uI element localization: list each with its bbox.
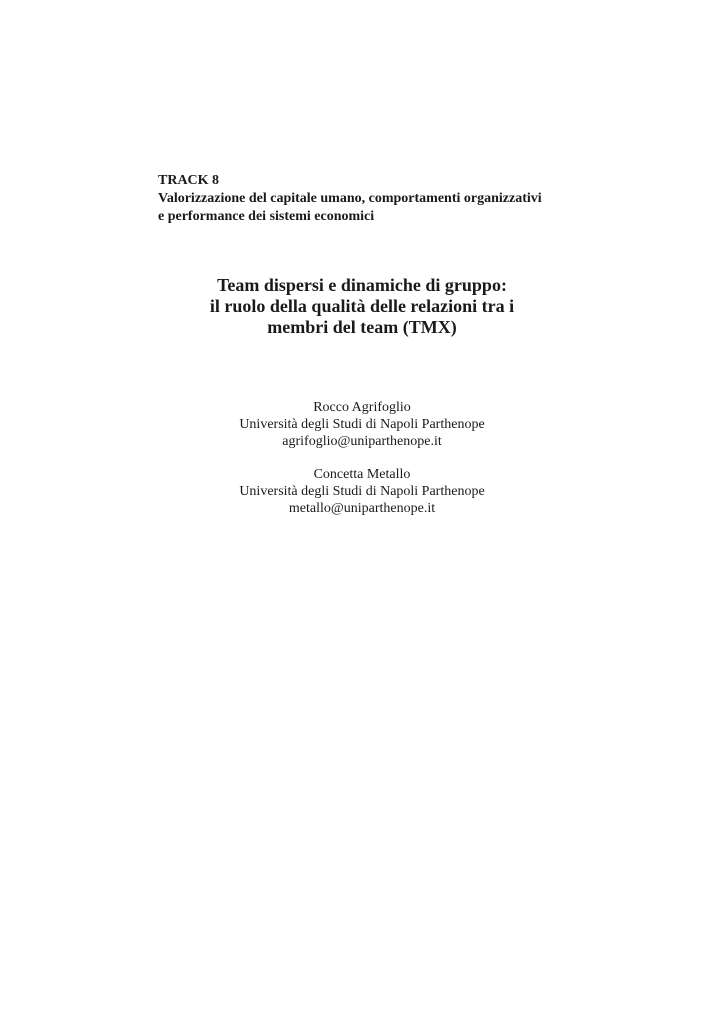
author-name: Concetta Metallo (313, 467, 411, 482)
title-line-1: Team dispersi e dinamiche di gruppo: (217, 275, 507, 295)
paper-title (162, 275, 562, 338)
track-label: TRACK 8 (158, 173, 220, 188)
author-affiliation: Università degli Studi di Napoli Parthenope (239, 484, 485, 499)
title-line-2: il ruolo della qualità delle relazioni tra i (209, 296, 515, 316)
author-name: Rocco Agrifoglio (313, 400, 411, 415)
author-entry-1 (162, 399, 562, 450)
author-affiliation: Università degli Studi di Napoli Parthenope (239, 417, 485, 432)
title-line-3: membri del team (TMX) (267, 317, 457, 337)
track-description-line-1: Valorizzazione del capitale umano, comportamenti organizzativi (158, 191, 542, 206)
author-entry-2 (162, 466, 562, 517)
track-header (158, 172, 578, 226)
track-description-line-2: e performance dei sistemi economici (158, 209, 375, 224)
author-email: metallo@uniparthenope.it (288, 501, 436, 516)
author-email: agrifoglio@uniparthenope.it (282, 434, 442, 449)
